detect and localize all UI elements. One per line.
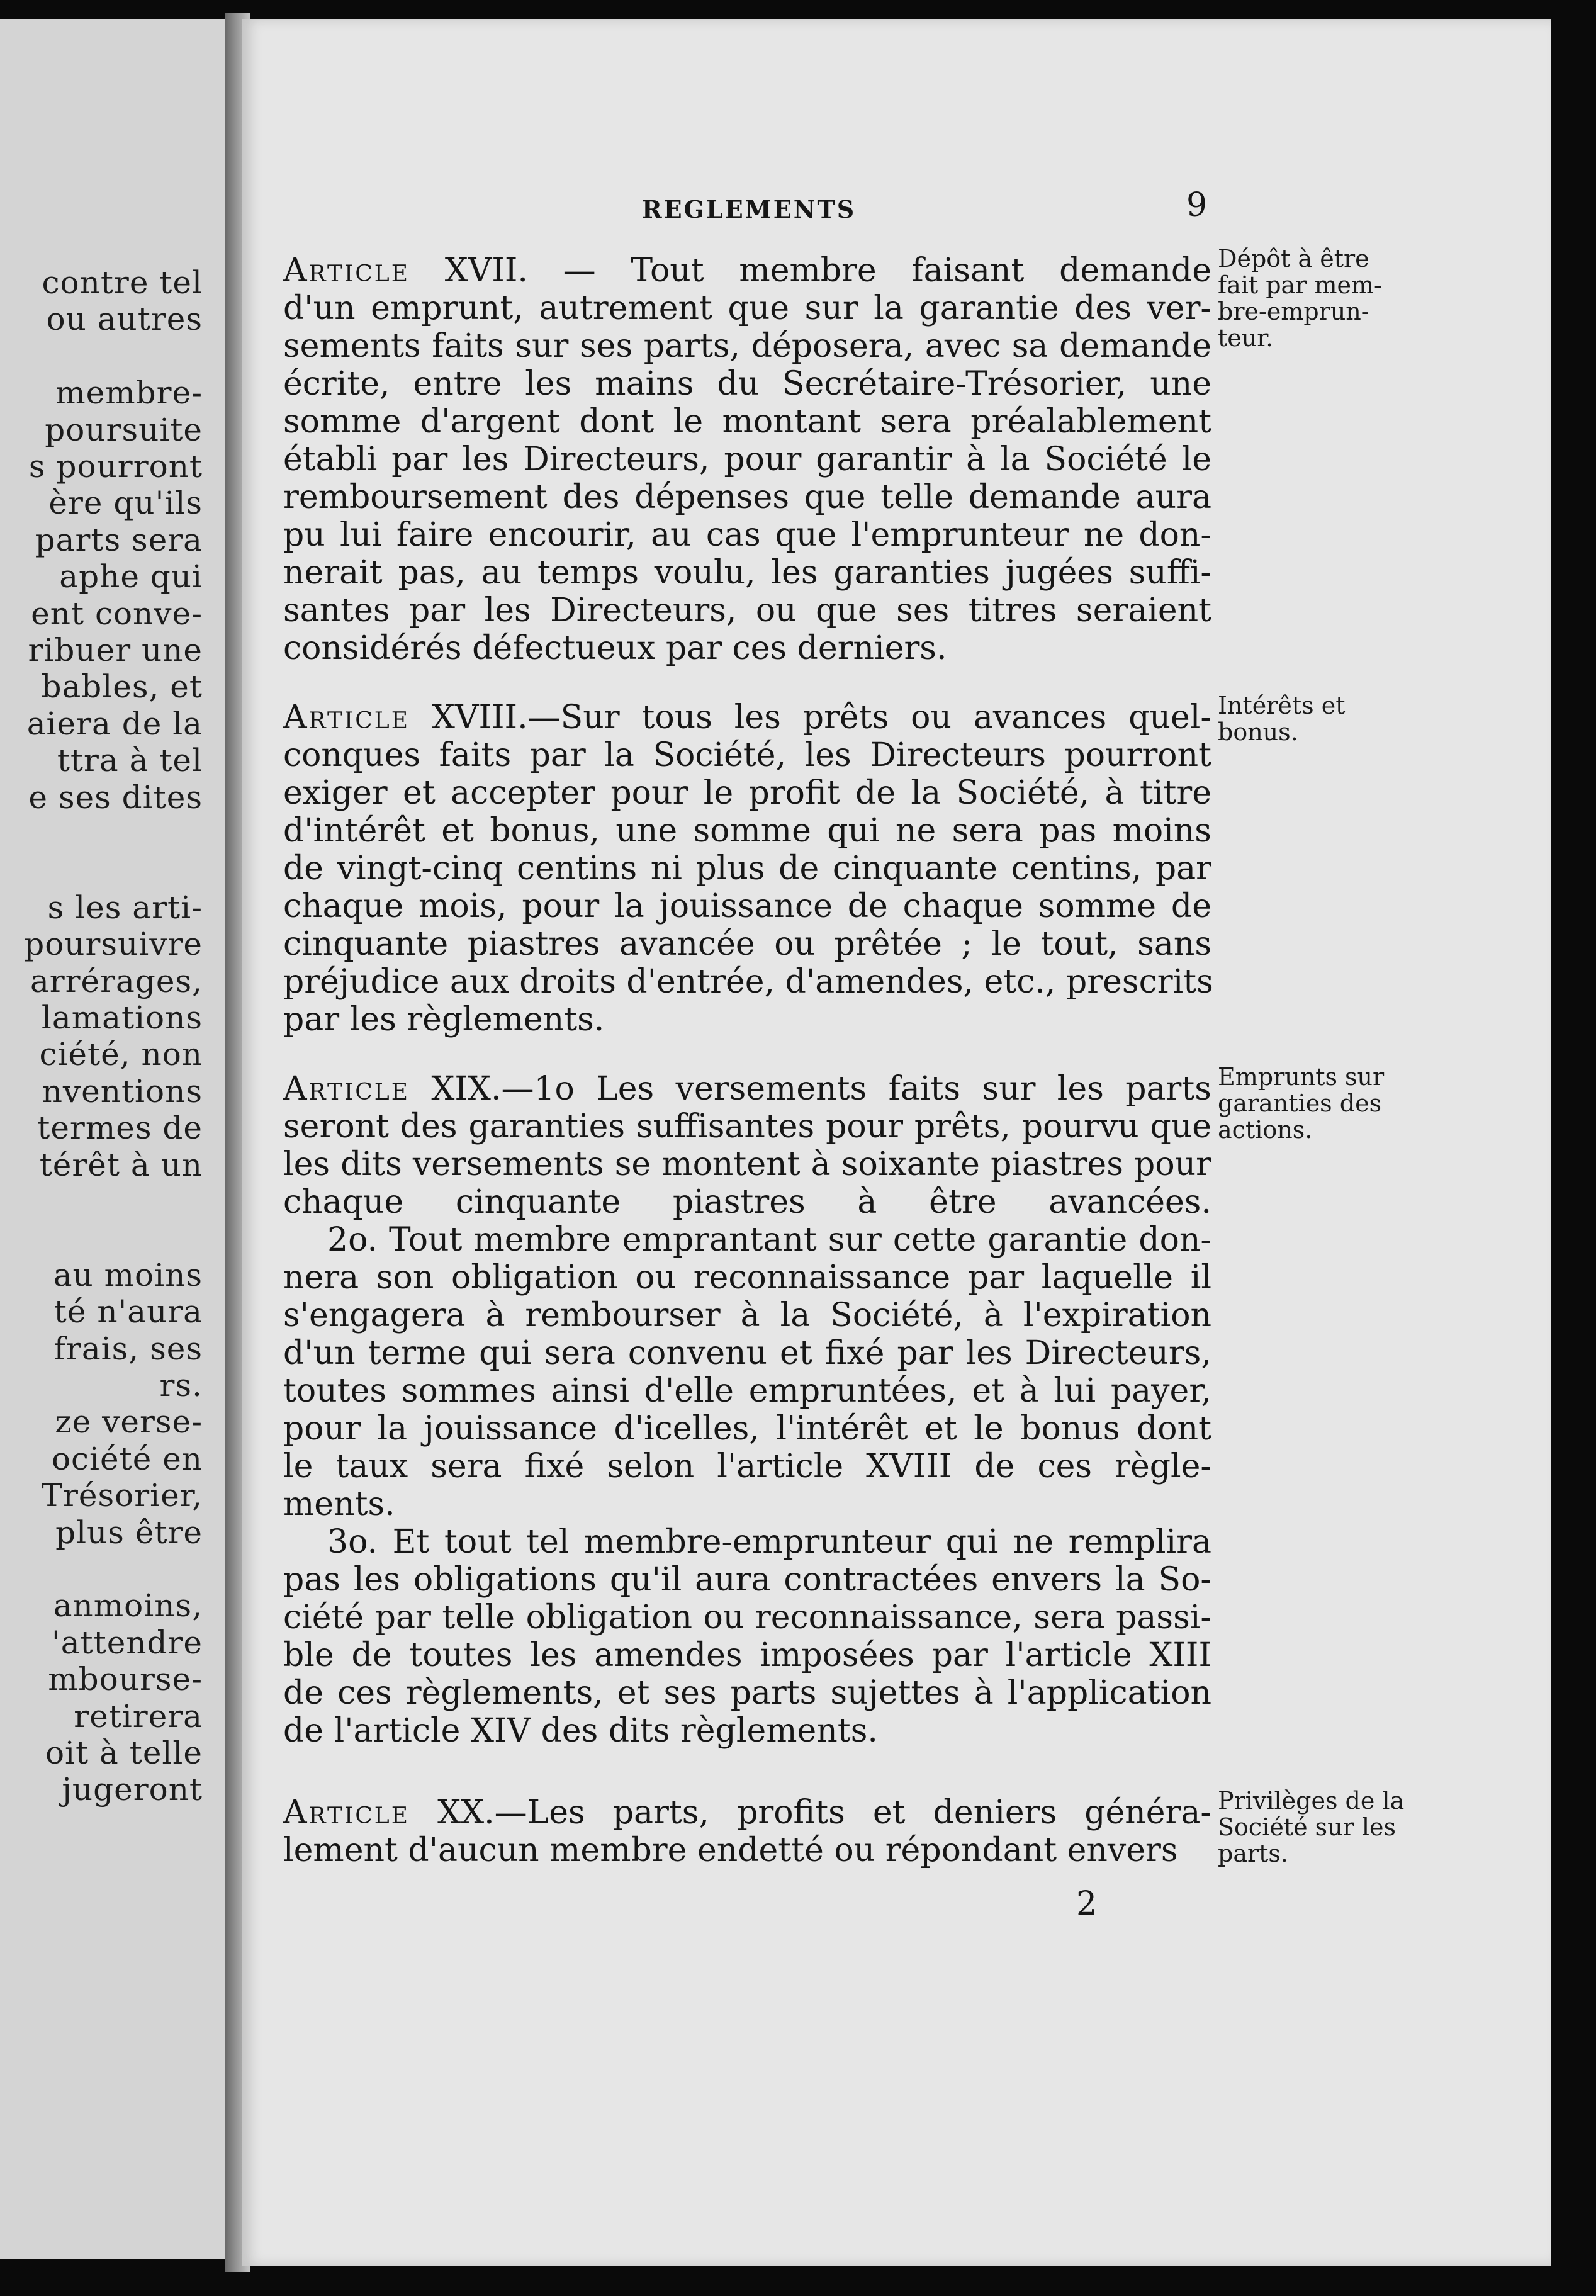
article-line-text: XVII. — Tout membre faisant demande [410, 252, 1211, 290]
article-line [283, 252, 1211, 290]
left-page-line: contre tel [42, 264, 203, 301]
article-paragraph [283, 692, 1454, 1038]
scan-border [1551, 0, 1596, 2296]
left-page-line: s pourront [28, 448, 203, 485]
article-line: 2o. Tout membre emprantant sur cette garantie don- [327, 1221, 1211, 1259]
article-line: d'intérêt et bonus, une somme qui ne sera pas moins [283, 812, 1211, 850]
article-line: de vingt-cinq centins ni plus de cinquante centins, par [283, 850, 1211, 887]
left-page-line: 'attendre [51, 1624, 203, 1661]
left-page-line: poursuivre [24, 926, 203, 963]
article-line: sements faits sur ses parts, déposera, avec sa demande [283, 327, 1211, 365]
left-page-line: lamations [41, 999, 203, 1036]
left-page-line: ttra à tel [57, 742, 203, 779]
left-page-line: retirera [74, 1697, 203, 1735]
left-page-line: s les arti- [47, 889, 203, 926]
article-line: chaque mois, pour la jouissance de chaque somme de [283, 887, 1211, 925]
article-line: le taux sera fixé selon l'article XVIII de ces règle- [283, 1448, 1211, 1485]
left-page [0, 19, 234, 2259]
article-line: pour la jouissance d'icelles, l'intérêt et le bonus dont [283, 1410, 1211, 1448]
article-paragraph [283, 245, 1454, 667]
left-page-line: frais, ses [53, 1330, 203, 1367]
left-page-line: ent conve- [31, 595, 203, 632]
article-line: exiger et accepter pour le profit de la Société, à titre [283, 774, 1211, 812]
left-page-line: nventions [42, 1072, 203, 1110]
article-line: pas les obligations qu'il aura contractées envers la So- [283, 1561, 1211, 1599]
signature-mark: 2 [1076, 1885, 1098, 1923]
article-line [283, 1794, 1211, 1832]
article-line-text: XIX.—1o Les versements faits sur les parts [410, 1070, 1211, 1108]
article-paragraph [283, 1063, 1454, 1750]
running-head: REGLEMENTS [642, 195, 857, 223]
article-line: lement d'aucun membre endetté ou répondant envers [283, 1832, 1178, 1869]
left-page-line: plus être [55, 1514, 203, 1551]
article-line: ments. [283, 1485, 395, 1523]
article-line: établi par les Directeurs, pour garantir à la Société le [283, 441, 1211, 478]
article-heading: Article [283, 699, 410, 736]
article-line: 3o. Et tout tel membre-emprunteur qui ne remplira [327, 1523, 1211, 1561]
left-page-line: ociété en [51, 1440, 203, 1477]
margin-note: Privilèges de la Société sur les parts. [1218, 1787, 1405, 1867]
left-page-line: aiera de la [26, 705, 203, 742]
left-page-line: anmoins, [53, 1587, 203, 1624]
left-page-line: membre- [55, 374, 203, 412]
page-header [242, 169, 1551, 224]
article-heading: Article [283, 252, 410, 290]
article-line: considérés défectueux par ces derniers. [283, 629, 947, 667]
article-line: chaque cinquante piastres à être avancées. [283, 1183, 1211, 1221]
article-line-text: XVIII.—Sur tous les prêts ou avances quel- [410, 699, 1211, 736]
article-line: d'un emprunt, autrement que sur la garantie des ver- [283, 290, 1211, 327]
article-line: toutes sommes ainsi d'elle empruntées, et à lui payer, [283, 1372, 1211, 1410]
left-page-line: ère qu'ils [48, 485, 203, 522]
article-line: préjudice aux droits d'entrée, d'amendes, etc., prescrits [283, 963, 1213, 1001]
right-page [242, 19, 1551, 2266]
article-line: somme d'argent dont le montant sera préalablement [283, 403, 1211, 441]
article-heading: Article [283, 1070, 410, 1108]
left-page-line: ou autres [46, 301, 203, 338]
article-heading: Article [283, 1794, 410, 1832]
left-page-line: jugeront [62, 1771, 203, 1808]
body-column [283, 245, 1454, 1869]
article-line: santes par les Directeurs, ou que ses titres seraient [283, 592, 1211, 629]
article-line: s'engagera à rembourser à la Société, à l'expiration [283, 1297, 1211, 1334]
article-line: écrite, entre les mains du Secrétaire-Trésorier, une [283, 365, 1211, 403]
left-page-line: té n'aura [53, 1293, 203, 1331]
left-page-line: e ses dites [28, 779, 203, 816]
left-page-line: au moins [53, 1256, 203, 1293]
left-page-line: térêt à un [39, 1146, 203, 1183]
article-line: ciété par telle obligation ou reconnaissance, sera passi- [283, 1599, 1211, 1636]
margin-note: Intérêts et bonus. [1218, 692, 1346, 746]
margin-note: Dépôt à être fait par mem-bre-emprun-teur. [1218, 245, 1382, 352]
article-line-text: XX.—Les parts, profits et deniers généra- [410, 1794, 1211, 1832]
article-line: ble de toutes les amendes imposées par l'article XIII [283, 1636, 1211, 1674]
article-line [283, 699, 1211, 736]
left-page-line: bables, et [41, 668, 203, 706]
left-page-line: aphe qui [59, 558, 203, 595]
article-line: cinquante piastres avancée ou prêtée ; le tout, sans [283, 925, 1211, 963]
article-paragraph [283, 1787, 1454, 1869]
article-line [283, 1070, 1211, 1108]
article-line: par les règlements. [283, 1001, 605, 1038]
article-line: nerait pas, au temps voulu, les garanties jugées suffi- [283, 554, 1211, 592]
left-page-line: mbourse- [48, 1661, 203, 1698]
article-line: seront des garanties suffisantes pour prêts, pourvu que [283, 1108, 1211, 1145]
left-page-line: ciété, non [39, 1036, 203, 1073]
left-page-line: rs. [159, 1367, 203, 1404]
left-page-line: Trésorier, [41, 1477, 203, 1514]
article-line: les dits versements se montent à soixante piastres pour [283, 1145, 1211, 1183]
margin-note: Emprunts sur garanties des actions. [1218, 1063, 1385, 1144]
left-page-line: ribuer une [28, 632, 203, 668]
page-number: 9 [1186, 186, 1208, 224]
left-page-line: poursuite [45, 411, 203, 448]
article-line: pu lui faire encourir, au cas que l'emprunteur ne don- [283, 516, 1211, 554]
left-page-line: ze verse- [55, 1404, 203, 1441]
article-line: de l'article XIV des dits règlements. [283, 1712, 878, 1750]
article-line: d'un terme qui sera convenu et fixé par les Directeurs, [283, 1334, 1211, 1372]
article-line: remboursement des dépenses que telle demande aura [283, 478, 1211, 516]
article-line: nera son obligation ou reconnaissance par laquelle il [283, 1259, 1211, 1297]
left-page-line: parts sera [35, 521, 203, 558]
article-line: de ces règlements, et ses parts sujettes à l'application [283, 1674, 1211, 1712]
left-page-line: arrérages, [30, 962, 203, 999]
article-line: conques faits par la Société, les Directeurs pourront [283, 736, 1211, 774]
left-page-line: oit à telle [45, 1735, 203, 1771]
left-page-line: termes de [37, 1110, 203, 1147]
